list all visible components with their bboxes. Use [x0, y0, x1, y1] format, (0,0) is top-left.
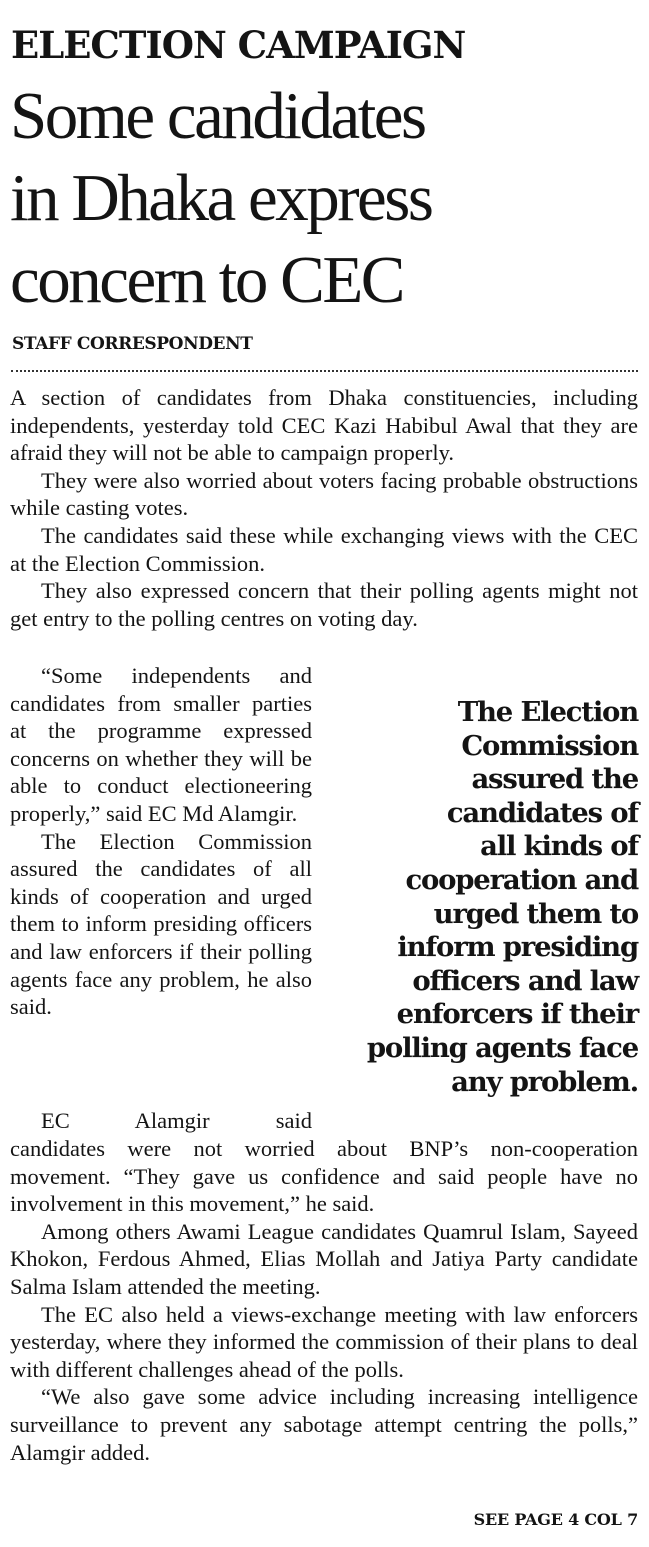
- body-paragraph-tail: candidates were not worried about BNP’s non-cooperation movement. “They gave us confidence and said people have no involvement in this movement,” he said.: [10, 1136, 638, 1217]
- pull-quote-line: assured the: [471, 763, 638, 796]
- kicker: ELECTION CAMPAIGN: [11, 23, 466, 67]
- byline: STAFF CORRESPONDENT: [12, 334, 253, 354]
- body-paragraph: They also expressed concern that their polling agents might not get entry to the polling centres on voting day.: [10, 578, 638, 631]
- dotted-divider: [11, 370, 638, 372]
- body-paragraph-head: EC Alamgir said: [41, 1108, 312, 1133]
- headline-line: Some candidates: [10, 79, 425, 153]
- body-paragraph: “Some independents and candidates from smaller parties at the programme expressed concerns on whether they will be able to conduct electioneering properly,” said EC Md Alamgir.: [10, 663, 312, 826]
- article-body-split-head: [10, 1107, 312, 1135]
- body-paragraph: Among others Awami League candidates Quamrul Islam, Sayeed Khokon, Ferdous Ahmed, Elias Mollah and Jatiya Party candidate Salma Islam attended the meeting.: [10, 1218, 638, 1299]
- pull-quote-line: The Election: [457, 696, 638, 728]
- headline-line: concern to CEC: [10, 243, 403, 317]
- headline-line: in Dhaka express: [10, 161, 432, 235]
- pull-quote-line: enforcers if their: [396, 998, 638, 1031]
- article-body-top: [10, 384, 638, 632]
- pull-quote-line: candidates of: [446, 796, 638, 829]
- pull-quote-line: cooperation and: [405, 863, 638, 896]
- pull-quote-line: officers and law: [412, 964, 638, 997]
- body-paragraph: A section of candidates from Dhaka constituencies, including independents, yesterday told CEC Kazi Habibul Awal that they are afraid they will not be able to campaign properly.: [10, 385, 638, 466]
- article-body-column: [10, 662, 312, 1021]
- headline: [10, 75, 640, 321]
- body-paragraph: “We also gave some advice including increasing intelligence surveillance to prevent any sabotage attempt centring the polls,” Alamgir added.: [10, 1384, 638, 1465]
- body-paragraph: They were also worried about voters facing probable obstructions while casting votes.: [10, 467, 638, 521]
- article-body-bottom: [10, 1135, 638, 1466]
- body-paragraph: The candidates said these while exchanging views with the CEC at the Election Commission.: [10, 522, 638, 576]
- pull-quote-line: urged them to: [433, 897, 638, 930]
- pull-quote-line: all kinds of: [480, 830, 638, 863]
- pull-quote-line: polling agents face: [366, 1031, 638, 1064]
- pull-quote-line: inform presiding: [397, 931, 638, 964]
- jump-line: SEE PAGE 4 COL 7: [473, 1510, 638, 1529]
- pull-quote-line: any problem.: [451, 1065, 638, 1098]
- body-paragraph: The EC also held a views-exchange meeting with law enforcers yesterday, where they informed the commission of their plans to deal with different challenges ahead of the polls.: [10, 1301, 638, 1382]
- pull-quote: [338, 696, 638, 1099]
- body-paragraph: The Election Commission assured the candidates of all kinds of cooperation and urged them to inform presiding officers and law enforcers if their polling agents face any problem, he also said.: [10, 828, 312, 1020]
- pull-quote-line: Commission: [461, 729, 638, 762]
